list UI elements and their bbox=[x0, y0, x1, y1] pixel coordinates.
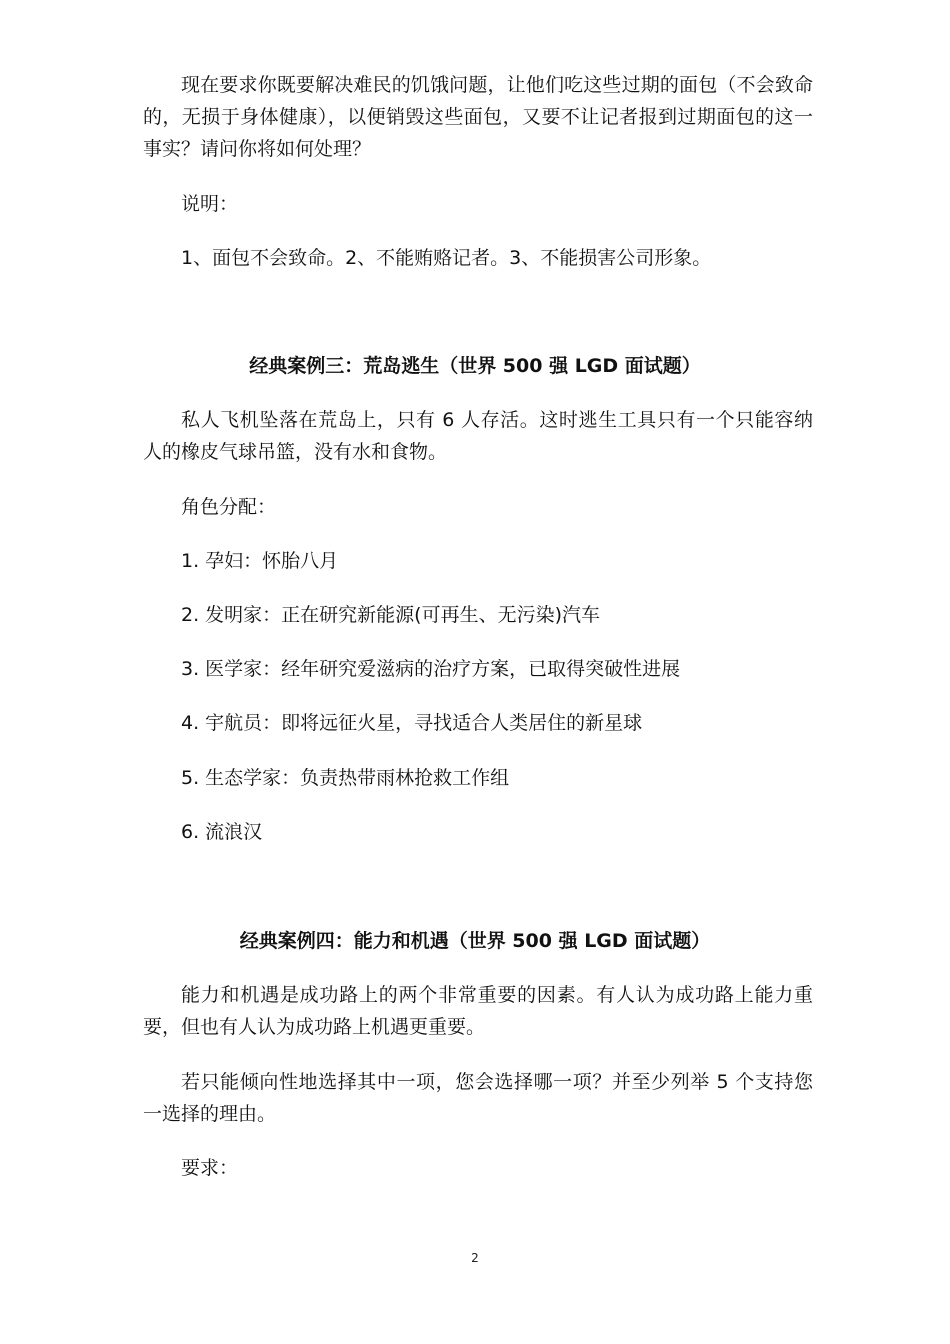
case4-paragraph2-line-2: 一选择的理由。 bbox=[143, 1103, 277, 1125]
role-item-astronaut: 4. 宇航员：即将远征火星，寻找适合人类居住的新星球 bbox=[181, 712, 643, 734]
case3-heading: 经典案例三：荒岛逃生（世界 500 强 LGD 面试题） bbox=[249, 355, 701, 377]
paragraph-bread-line-2: 的，无损于身体健康），以便销毁这些面包，又要不让记者报到过期面包的这一 bbox=[143, 106, 813, 128]
case4-heading: 经典案例四：能力和机遇（世界 500 强 LGD 面试题） bbox=[239, 930, 711, 952]
role-item-medical-scientist: 3. 医学家：经年研究爱滋病的治疗方案，已取得突破性进展 bbox=[181, 658, 681, 680]
case3-roles-label: 角色分配： bbox=[181, 496, 277, 518]
page-number: 2 bbox=[471, 1251, 479, 1265]
case4-paragraph2-line-1: 若只能倾向性地选择其中一项，您会选择哪一项？并至少列举 5 个支持您 bbox=[181, 1071, 813, 1093]
role-item-vagrant: 6. 流浪汉 bbox=[181, 821, 263, 843]
case4-paragraph1-line-2: 要，但也有人认为成功路上机遇更重要。 bbox=[143, 1016, 486, 1038]
case3-intro-line-2: 人的橡皮气球吊篮，没有水和食物。 bbox=[143, 441, 448, 463]
paragraph-bread-line-3: 事实？请问你将如何处理？ bbox=[143, 138, 372, 160]
case3-intro-line-1: 私人飞机坠落在荒岛上，只有 6 人存活。这时逃生工具只有一个只能容纳 bbox=[181, 409, 813, 431]
paragraph-bread-line-1: 现在要求你既要解决难民的饥饿问题，让他们吃这些过期的面包（不会致命 bbox=[181, 74, 813, 96]
role-item-inventor: 2. 发明家：正在研究新能源(可再生、无污染)汽车 bbox=[181, 604, 600, 626]
role-item-ecologist: 5. 生态学家：负责热带雨林抢救工作组 bbox=[181, 767, 510, 789]
note-items: 1、面包不会致命。2、不能贿赂记者。3、不能损害公司形象。 bbox=[181, 247, 712, 269]
case4-paragraph1-line-1: 能力和机遇是成功路上的两个非常重要的因素。有人认为成功路上能力重 bbox=[181, 984, 813, 1006]
note-label: 说明： bbox=[181, 193, 239, 215]
case4-requirement-label: 要求： bbox=[181, 1157, 239, 1179]
role-item-pregnant-woman: 1. 孕妇：怀胎八月 bbox=[181, 550, 339, 572]
